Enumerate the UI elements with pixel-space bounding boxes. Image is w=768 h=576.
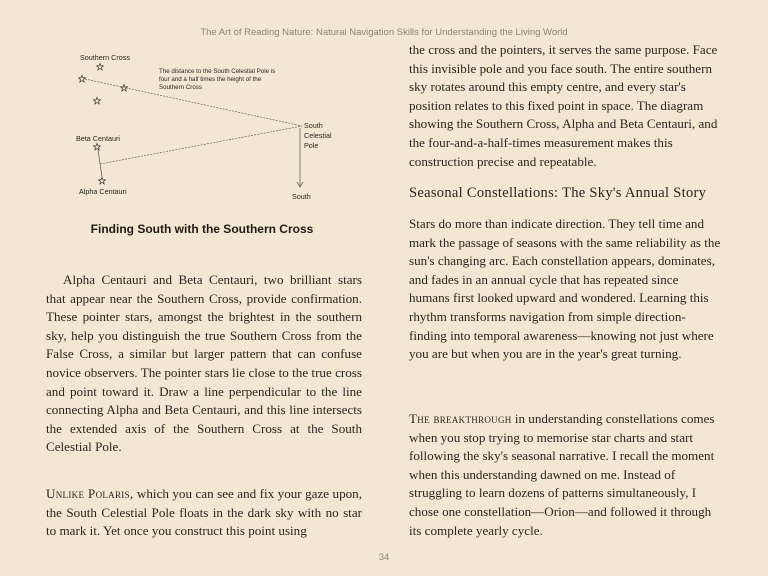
page-number: 34 <box>378 552 390 563</box>
distance-note-line-2: four and a half times the height of the <box>159 76 262 83</box>
distance-note-line-3: Southern Cross <box>159 84 202 91</box>
left-paragraph-2 <box>46 485 362 541</box>
left-paragraph-2-body: which you can see and fix your gaze upon, the South Celestial Pole floats in the dark sky with no star to mark it. Yet once you construct this point using <box>46 486 362 539</box>
left-paragraph-1: Alpha Centauri and Beta Centauri, two brilliant stars that appear near the Southern Cross, provide confirmation. These pointer stars, amongst the brightest in the southern sky, help you distinguish the true Southern Cross from the False Cross, a similar but larger pattern that can confuse novice observers. The pointer stars lie close to the true cross and point toward it. Draw a line perpendicular to the line connecting Alpha and Beta Centauri, and this line intersects the extended axis of the Southern Cross at the South Celestial Pole. <box>46 272 362 455</box>
distance-note-line-1: The distance to the South Celestial Pole is <box>159 68 276 75</box>
figure-caption: Finding South with the Southern Cross <box>90 222 314 236</box>
right-paragraph-2: Stars do more than indicate direction. They tell time and mark the passage of seasons with the same reliability as the sun's changing arc. Each constellation appears, dominates, and fades in an annual cycle that has repeated since humans first looked upward and wondered. Learning this rhythm transforms navigation from simple direction-finding into temporal awareness—knowing not just where you are but when you are in the year's great turning. <box>409 216 721 362</box>
right-paragraph-3-lead: The breakthrough <box>409 411 512 426</box>
right-paragraph-1: the cross and the pointers, it serves the same purpose. Face this invisible pole and you face south. The entire southern sky rotates around this empty centre, and every star's position relates to this fixed point in space. The diagram showing the Southern Cross, Alpha and Beta Centauri, and the four-and-a-half-times measurement makes this construction precise and repeatable. <box>409 42 718 169</box>
southern-cross-label: Southern Cross <box>80 53 130 62</box>
scp-label-line-3: Pole <box>304 141 319 150</box>
scp-label-line-2: Celestial <box>304 131 332 140</box>
southern-cross-star-bottom <box>94 97 101 104</box>
scp-label-line-1: South <box>304 121 323 130</box>
beta-centauri-label: Beta Centauri <box>76 134 120 143</box>
southern-cross-star-left <box>79 75 86 82</box>
left-paragraph-2-lead: Unlike Polaris, <box>46 486 134 501</box>
south-label: South <box>292 192 311 201</box>
right-paragraph-3-body: in understanding constellations comes when you stop trying to memorise star charts and start following the sky's seasonal narrative. I recall the moment when this understanding dawned on me. Instead of struggling to learn dozens of patterns simultaneously, I chose one constellation—Orion—and followed it through its complete yearly cycle. <box>409 411 715 538</box>
section-heading: Seasonal Constellations: The Sky's Annual Story <box>409 185 707 201</box>
alpha-centauri-label: Alpha Centauri <box>79 187 127 196</box>
southern-cross-diagram <box>70 46 360 208</box>
beta-centauri-star <box>94 143 101 150</box>
running-title: The Art of Reading Nature: Natural Navigation Skills for Understanding the Living World <box>200 27 568 38</box>
alpha-centauri-star <box>99 177 106 184</box>
perpendicular-bisector-line <box>100 126 302 164</box>
right-paragraph-3 <box>409 410 721 540</box>
southern-cross-star-top <box>97 63 104 70</box>
